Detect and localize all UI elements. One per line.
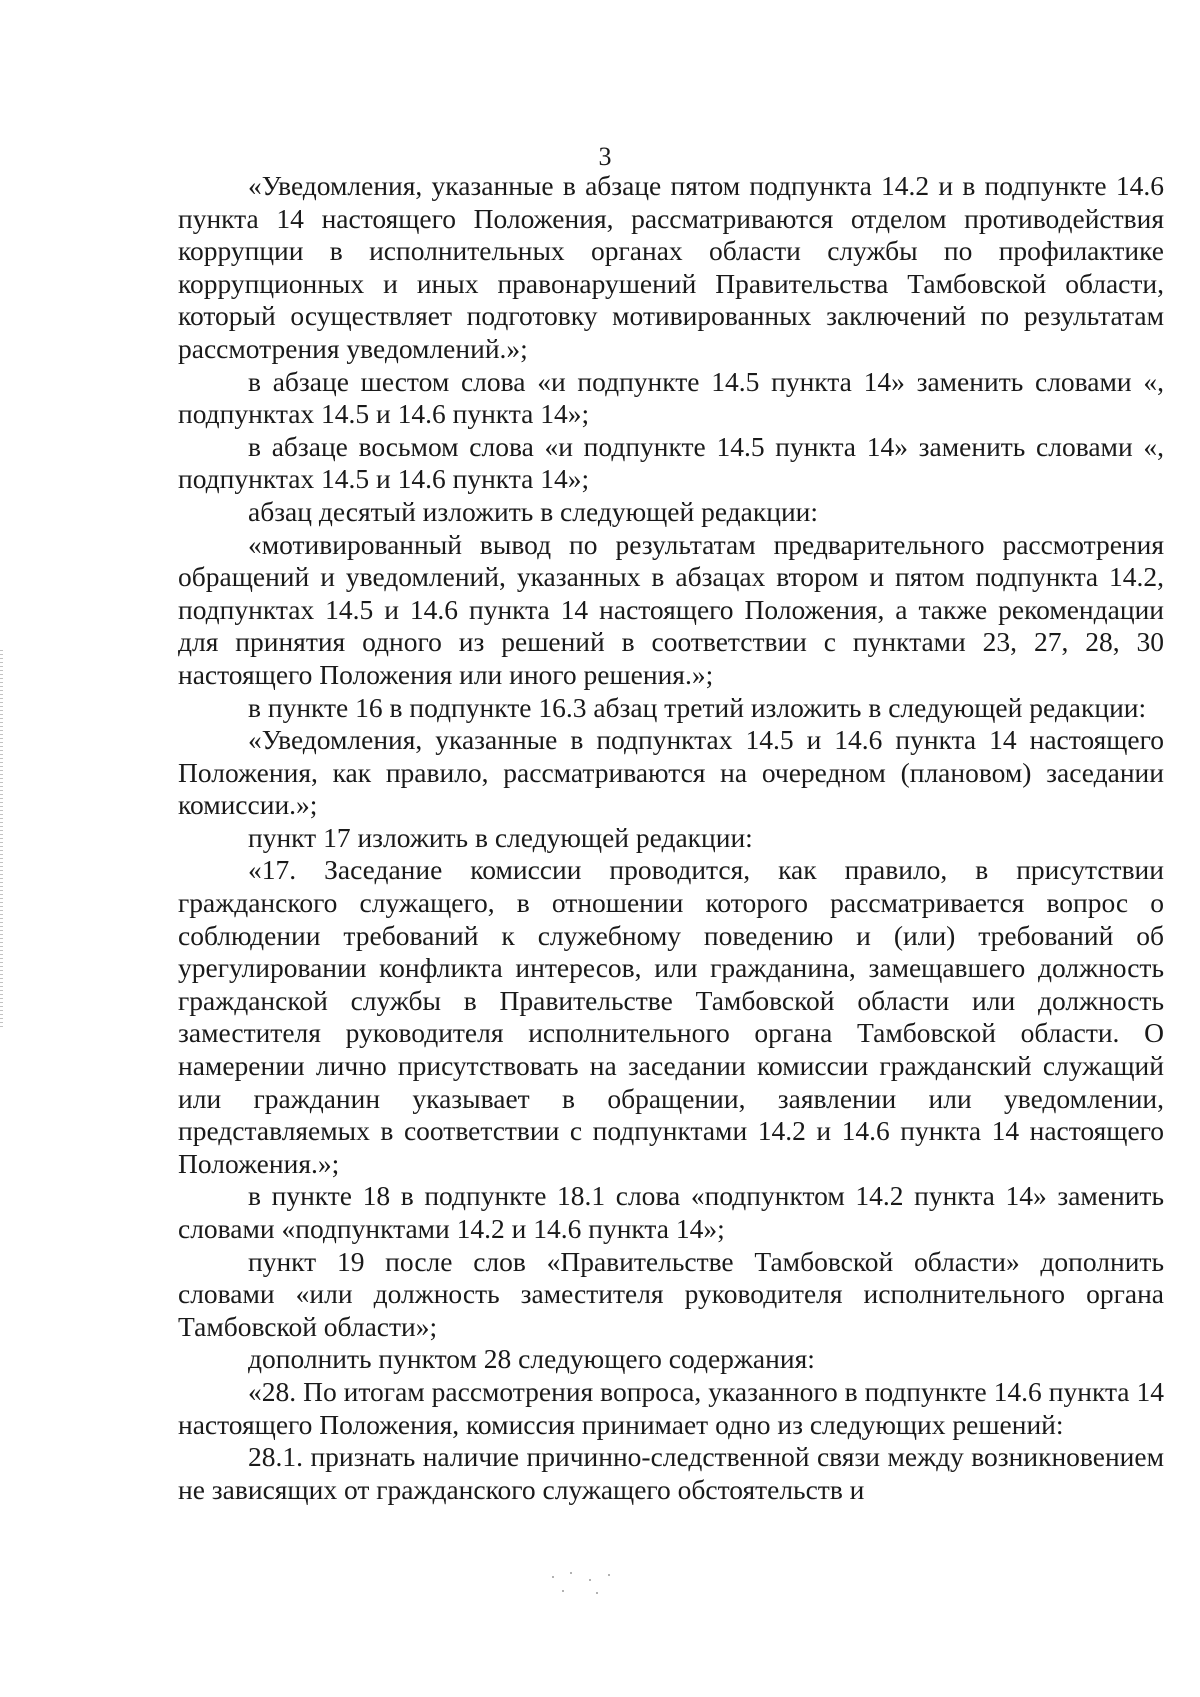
paragraph-point-28-quote: «28. По итогам рассмотрения вопроса, указанного в подпункте 14.6 пункта 14 настоящего Положения, комиссия принимает одно из следующих решений: bbox=[178, 1375, 1164, 1440]
paragraph-point-19: пункт 19 после слов «Правительстве Тамбовской области» дополнить словами «или должность заместителя руководителя исполнительного органа Тамбовской области»; bbox=[178, 1245, 1164, 1342]
speck bbox=[596, 1592, 598, 1594]
scan-edge-artifact bbox=[0, 650, 3, 1030]
paragraph-sixth-abzac: в абзаце шестом слова «и подпункте 14.5 пункта 14» заменить словами «, подпунктах 14.5 и 14.6 пункта 14»; bbox=[178, 365, 1164, 430]
paragraph-point-16: в пункте 16 в подпункте 16.3 абзац третий изложить в следующей редакции: bbox=[248, 691, 1147, 723]
speck bbox=[570, 1572, 572, 1574]
paragraph-notifications-schedule-quote: «Уведомления, указанные в подпунктах 14.5 и 14.6 пункта 14 настоящего Положения, как правило, рассматриваются на очередном (плановом) заседании комиссии.»; bbox=[178, 724, 1164, 821]
paragraph-point-28-1: 28.1. признать наличие причинно-следственной связи между возникновением не зависящих от гражданского служащего обстоятельств и bbox=[178, 1441, 1164, 1505]
paragraph-eighth-abzac: в абзаце восьмом слова «и подпункте 14.5 пункта 14» заменить словами «, подпунктах 14.5 и 14.6 пункта 14»; bbox=[178, 430, 1164, 495]
page-number: 3 bbox=[598, 142, 612, 171]
document-body bbox=[178, 170, 1164, 1506]
scan-speck-artifacts bbox=[548, 1570, 638, 1600]
speck bbox=[562, 1590, 564, 1592]
paragraph-point-17-quote: «17. Заседание комиссии проводится, как правило, в присутствии гражданского служащего, в отношении которого рассматривается вопрос о соблюдении требований к служебному поведению и (или) требований об урегулировании конфликта интересов, или гражданина, замещавшего должность гражданской службы в Правительстве Тамбовской области или должность заместителя руководителя исполнительного органа Тамбовской области. О намерении лично присутствовать на заседании комиссии гражданский служащий или гражданин указывает в обращении, заявлении или уведомлении, представляемых в соответствии с подпунктами 14.2 и 14.6 пункта 14 настоящего Положения.»; bbox=[178, 854, 1164, 1179]
speck bbox=[552, 1576, 554, 1578]
paragraph-motivated-conclusion-quote: «мотивированный вывод по результатам предварительного рассмотрения обращений и уведомлений, указанных в абзацах втором и пятом подпункта 14.2, подпунктах 14.5 и 14.6 пункта 14 настоящего Положения, а также рекомендации для принятия одного из решений в соответствии с пунктами 23, 27, 28, 30 настоящего Положения или иного решения.»; bbox=[178, 528, 1164, 690]
paragraph-point-28-intro: дополнить пунктом 28 следующего содержания: bbox=[248, 1343, 815, 1375]
paragraph-notifications-quote: «Уведомления, указанные в абзаце пятом подпункта 14.2 и в подпункте 14.6 пункта 14 настоящего Положения, рассматриваются отделом противодействия коррупции в исполнительных органах области службы по профилактике коррупционных и иных правонарушений Правительства Тамбовской области, который осуществляет подготовку мотивированных заключений по результатам рассмотрения уведомлений.»; bbox=[178, 170, 1164, 364]
paragraph-point-17-intro: пункт 17 изложить в следующей редакции: bbox=[248, 821, 753, 853]
paragraph-tenth-abzac-intro: абзац десятый изложить в следующей редакции: bbox=[248, 495, 819, 527]
paragraph-point-18: в пункте 18 в подпункте 18.1 слова «подпунктом 14.2 пункта 14» заменить словами «подпунктами 14.2 и 14.6 пункта 14»; bbox=[178, 1180, 1164, 1244]
speck bbox=[608, 1574, 610, 1576]
speck bbox=[589, 1579, 591, 1581]
